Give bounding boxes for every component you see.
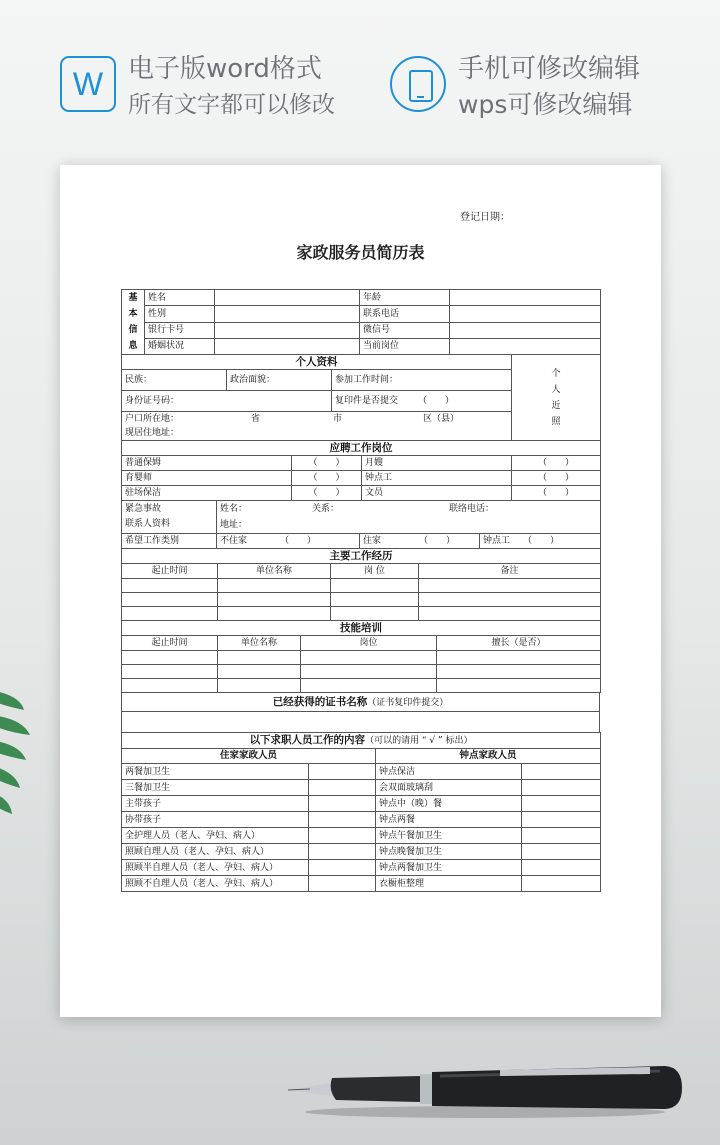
position-option-label: 文员 xyxy=(362,486,512,501)
work-experience-table xyxy=(121,548,601,621)
column-header: 岗 位 xyxy=(331,564,419,579)
field-value-name[interactable] xyxy=(215,290,360,306)
field-label-gender: 性别 xyxy=(145,306,215,322)
table-row[interactable] xyxy=(122,679,601,693)
work-type-live-out[interactable]: 不住家 （ ） xyxy=(217,534,360,549)
position-option-label: 月嫂 xyxy=(362,456,512,471)
duty-check[interactable] xyxy=(522,876,601,892)
position-checkbox[interactable]: （ ） xyxy=(512,471,601,486)
table-row[interactable] xyxy=(122,579,601,593)
duty-label: 照顾自理人员（老人、孕妇、病人） xyxy=(122,844,309,860)
duty-check[interactable] xyxy=(309,828,376,844)
banner-right-line2: wps可修改编辑 xyxy=(458,90,633,119)
duty-label: 钟点保洁 xyxy=(376,764,522,780)
resume-form xyxy=(121,289,600,892)
duty-label: 三餐加卫生 xyxy=(122,780,309,796)
column-header: 擅长（是否） xyxy=(437,636,601,651)
duty-check[interactable] xyxy=(309,796,376,812)
work-type-label: 希望工作类别 xyxy=(122,534,217,549)
duty-label: 钟点中（晚）餐 xyxy=(376,796,522,812)
position-checkbox[interactable]: （ ） xyxy=(292,456,362,471)
position-checkbox[interactable]: （ ） xyxy=(292,471,362,486)
duty-check[interactable] xyxy=(309,876,376,892)
field-value-current-post[interactable] xyxy=(450,338,601,354)
field-value-gender[interactable] xyxy=(215,306,360,322)
leaf-decoration xyxy=(0,680,50,840)
duty-label: 两餐加卫生 xyxy=(122,764,309,780)
column-header: 起止时间 xyxy=(122,564,218,579)
duty-check[interactable] xyxy=(309,780,376,796)
duty-check[interactable] xyxy=(309,764,376,780)
work-type-live-in[interactable]: 住家 （ ） xyxy=(360,534,480,549)
work-type-hourly[interactable]: 钟点工 （ ） xyxy=(480,534,601,549)
field-label-marital: 婚姻状况 xyxy=(145,338,215,354)
promo-banner xyxy=(0,46,720,126)
certificates-entry[interactable] xyxy=(122,712,600,733)
banner-right-line1: 手机可修改编辑 xyxy=(458,54,641,84)
phone-icon xyxy=(390,56,446,112)
duty-check[interactable] xyxy=(522,764,601,780)
duty-label: 会双面玻璃刮 xyxy=(376,780,522,796)
column-header: 备注 xyxy=(419,564,601,579)
duties-heading: 以下求职人员工作的内容（可以的请用 “ √ ” 标出） xyxy=(122,733,601,749)
photo-box[interactable]: 个 人 近 照 xyxy=(512,355,601,441)
banner-left-line2: 所有文字都可以修改 xyxy=(128,92,335,118)
skill-training-heading: 技能培训 xyxy=(122,621,601,636)
banner-left-line1: 电子版word格式 xyxy=(128,54,322,84)
position-checkbox[interactable]: （ ） xyxy=(512,486,601,501)
duty-check[interactable] xyxy=(522,828,601,844)
position-checkbox[interactable]: （ ） xyxy=(292,486,362,501)
emergency-contact-label: 紧急事故 联系人资料 xyxy=(122,501,217,534)
duty-label: 主带孩子 xyxy=(122,796,309,812)
field-hukou[interactable]: 户口所在地： 省 市 区（县） xyxy=(122,412,512,427)
column-header: 起止时间 xyxy=(122,636,218,651)
table-row[interactable] xyxy=(122,665,601,679)
personal-info-table xyxy=(121,354,601,441)
field-value-age[interactable] xyxy=(450,290,601,306)
emergency-contact-info[interactable]: 姓名： 关系： 联络电话： xyxy=(217,501,601,518)
work-experience-heading: 主要工作经历 xyxy=(122,549,601,564)
position-option-label: 钟点工 xyxy=(362,471,512,486)
basic-info-table xyxy=(121,289,601,355)
duty-label: 全护理人员（老人、孕妇、病人） xyxy=(122,828,309,844)
position-heading: 应聘工作岗位 xyxy=(122,441,601,456)
duty-check[interactable] xyxy=(522,780,601,796)
basic-info-side-label: 基 本 信 息 xyxy=(122,290,145,355)
word-icon xyxy=(60,56,116,112)
field-work-start[interactable]: 参加工作时间： xyxy=(332,370,512,391)
field-label-wechat: 微信号 xyxy=(360,322,450,338)
table-row[interactable] xyxy=(122,651,601,665)
column-header: 岗位 xyxy=(301,636,437,651)
certificates-table xyxy=(121,692,600,733)
live-in-column-header: 住家家政人员 xyxy=(122,749,376,764)
registration-date-label: 登记日期： xyxy=(460,212,510,223)
duty-label: 照顾不自理人员（老人、孕妇、病人） xyxy=(122,876,309,892)
fountain-pen-decoration xyxy=(270,1050,690,1130)
skill-training-table xyxy=(121,620,601,693)
document-title: 家政服务员简历表 xyxy=(296,243,425,262)
duty-label: 钟点晚餐加卫生 xyxy=(376,844,522,860)
duty-check[interactable] xyxy=(522,796,601,812)
position-checkbox[interactable]: （ ） xyxy=(512,456,601,471)
resume-document xyxy=(60,165,661,1017)
word-icon-letter: W xyxy=(72,66,104,102)
duty-label: 协带孩子 xyxy=(122,812,309,828)
certificates-heading: 已经获得的证书名称（证书复印件提交） xyxy=(122,693,600,712)
position-table xyxy=(121,440,601,501)
field-value-marital[interactable] xyxy=(215,338,360,354)
field-id-number[interactable]: 身份证号码： xyxy=(122,391,332,412)
field-label-current-post: 当前岗位 xyxy=(360,338,450,354)
field-copy-submitted[interactable]: 复印件是否提交 （ ） xyxy=(332,391,512,412)
field-political[interactable]: 政治面貌： xyxy=(227,370,332,391)
field-value-bank-card[interactable] xyxy=(215,322,360,338)
position-option-label: 育婴师 xyxy=(122,471,292,486)
field-ethnic[interactable]: 民族： xyxy=(122,370,227,391)
emergency-contact-address[interactable]: 地址： xyxy=(217,517,601,534)
field-value-phone[interactable] xyxy=(450,306,601,322)
table-row[interactable] xyxy=(122,607,601,621)
duty-check[interactable] xyxy=(522,844,601,860)
column-header: 单位名称 xyxy=(218,564,331,579)
duty-check[interactable] xyxy=(522,812,601,828)
field-label-age: 年龄 xyxy=(360,290,450,306)
position-option-label: 驻场保洁 xyxy=(122,486,292,501)
duty-label: 钟点午餐加卫生 xyxy=(376,828,522,844)
field-label-phone: 联系电话 xyxy=(360,306,450,322)
field-value-wechat[interactable] xyxy=(450,322,601,338)
duty-check[interactable] xyxy=(522,860,601,876)
duty-label: 钟点两餐 xyxy=(376,812,522,828)
position-option-label: 普通保姆 xyxy=(122,456,292,471)
duty-check[interactable] xyxy=(309,844,376,860)
field-label-bank-card: 银行卡号 xyxy=(145,322,215,338)
duty-label: 照顾半自理人员（老人、孕妇、病人） xyxy=(122,860,309,876)
emergency-contact-table xyxy=(121,500,601,549)
column-header: 单位名称 xyxy=(218,636,301,651)
duty-check[interactable] xyxy=(309,812,376,828)
personal-info-heading: 个人资料 xyxy=(122,355,512,370)
table-row[interactable] xyxy=(122,593,601,607)
duty-label: 衣橱柜整理 xyxy=(376,876,522,892)
field-current-address[interactable]: 现居住地址： xyxy=(122,426,512,441)
duty-check[interactable] xyxy=(309,860,376,876)
duty-label: 钟点两餐加卫生 xyxy=(376,860,522,876)
hourly-column-header: 钟点家政人员 xyxy=(376,749,601,764)
field-label-name: 姓名 xyxy=(145,290,215,306)
duties-table xyxy=(121,732,601,892)
